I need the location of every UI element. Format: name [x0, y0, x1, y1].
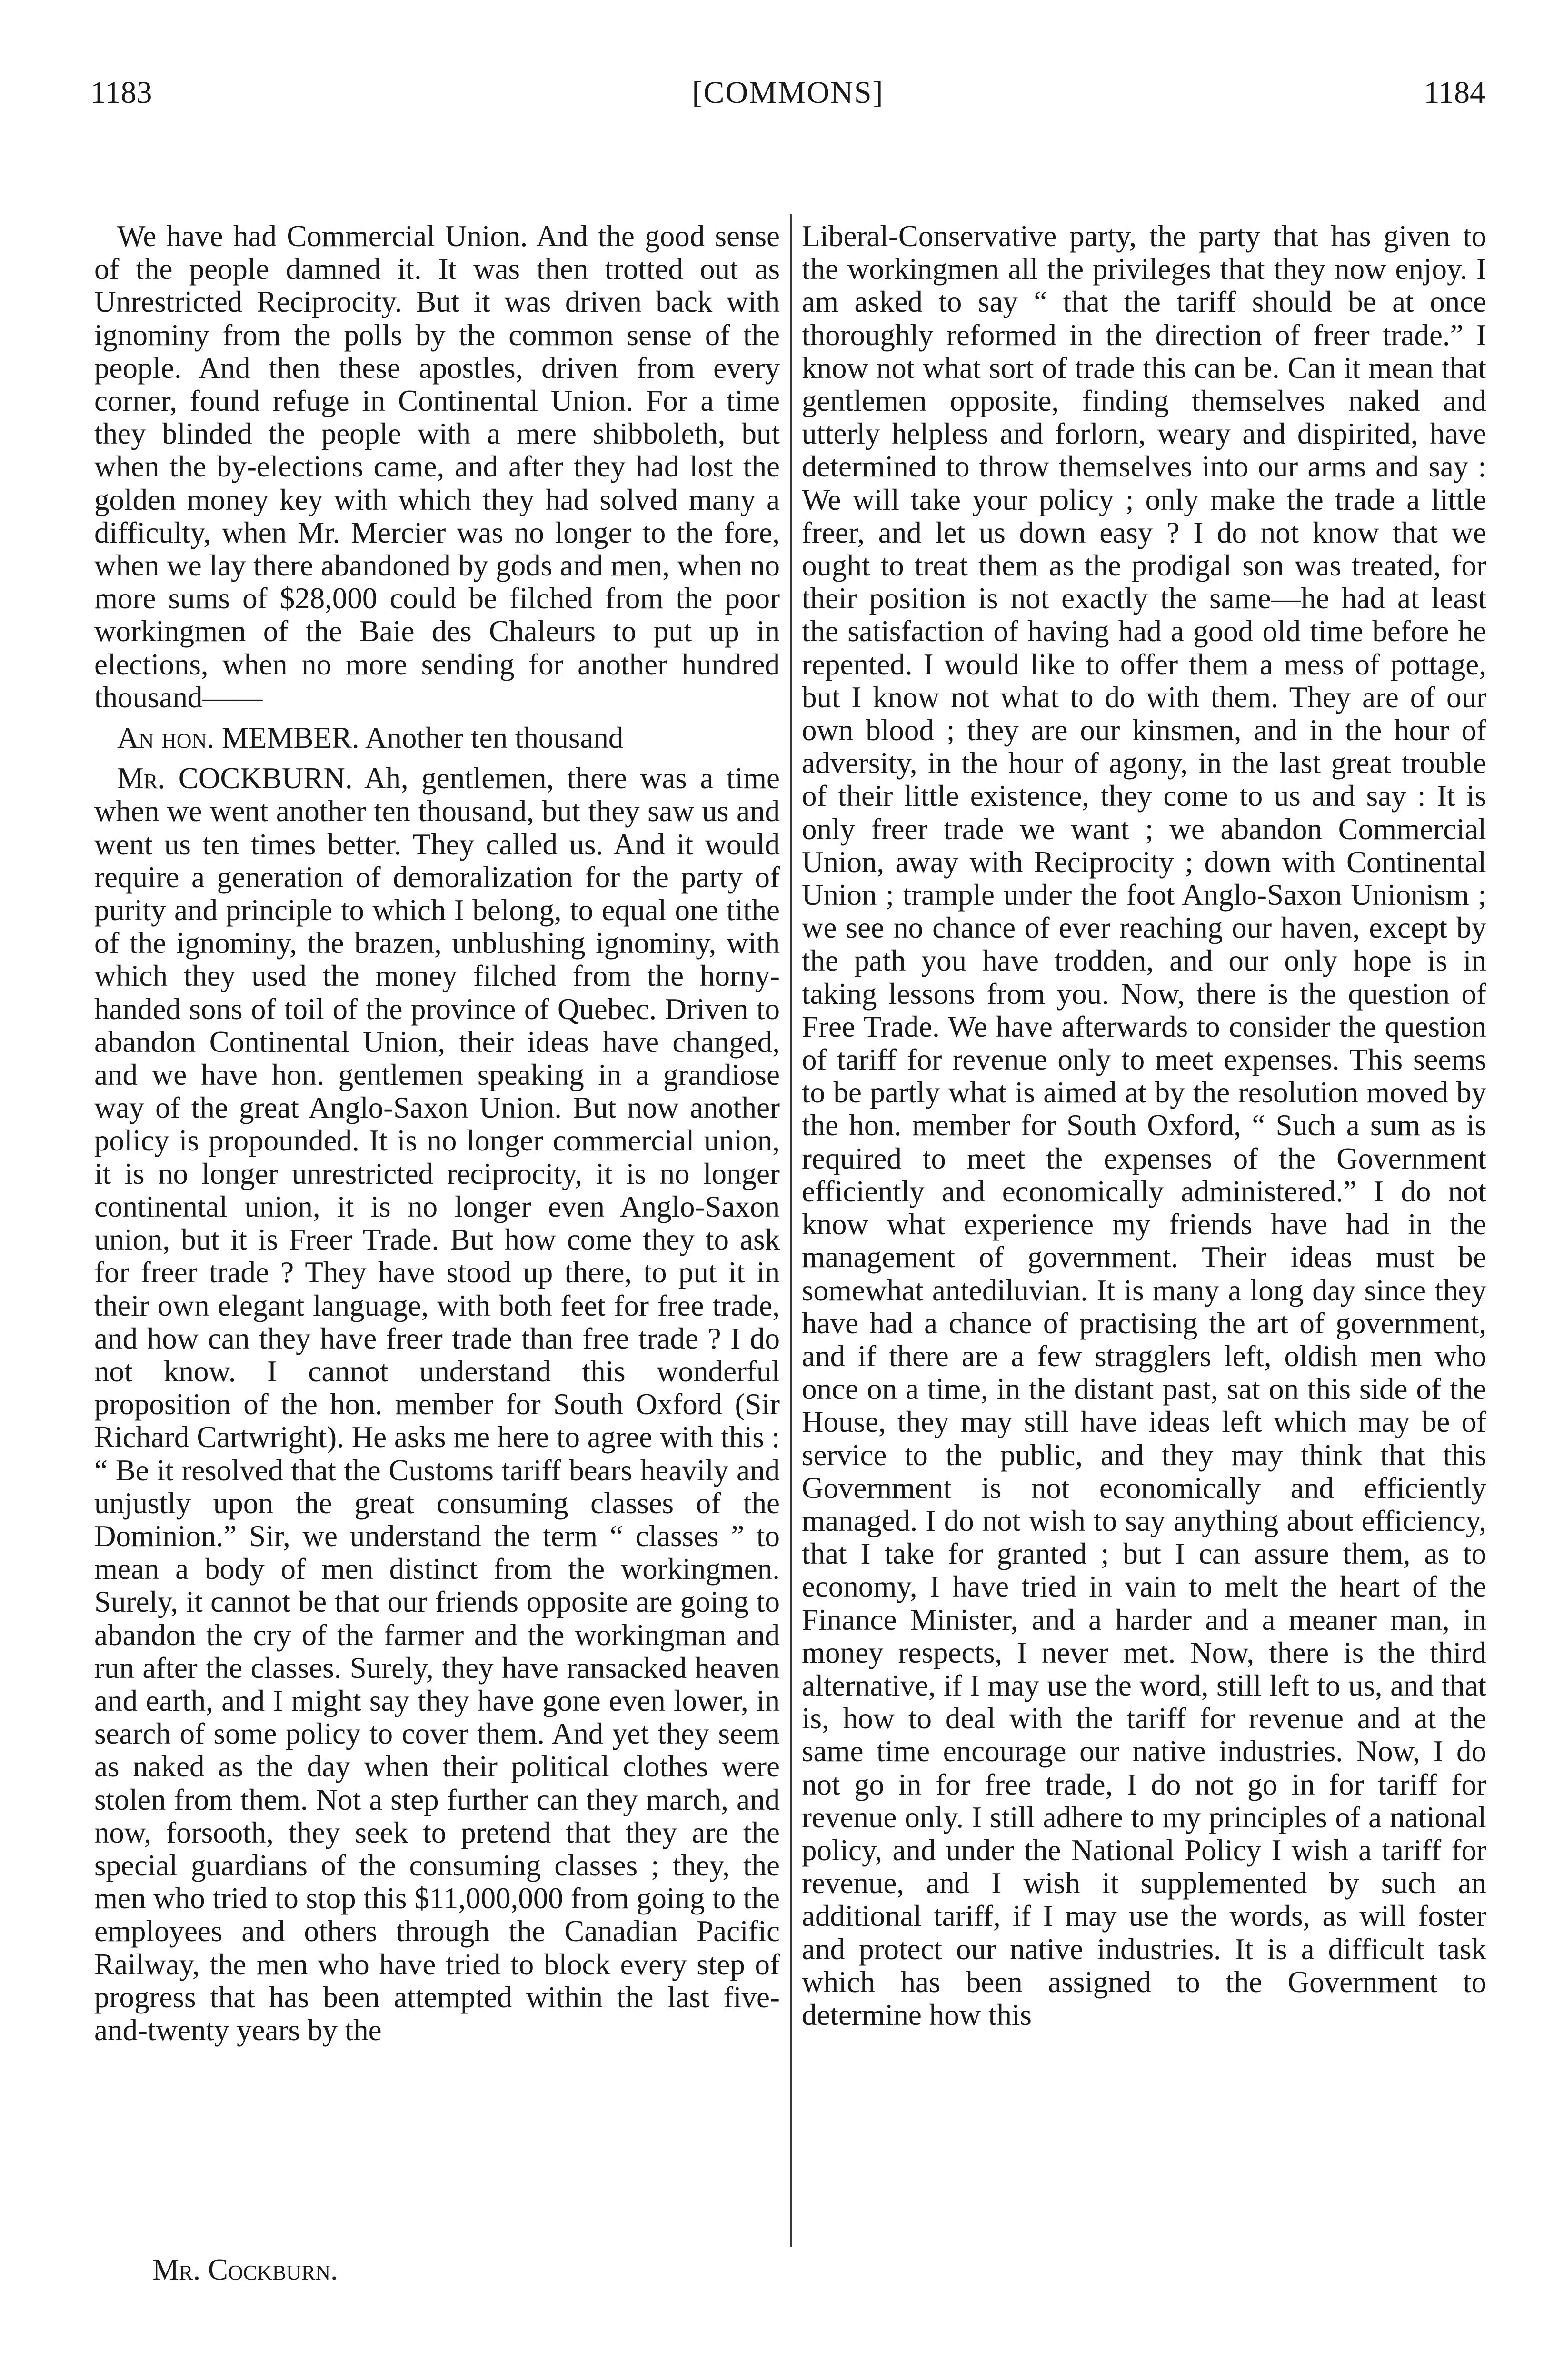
running-title: [COMMONS]	[692, 75, 884, 110]
paragraph	[94, 722, 780, 754]
left-page-number: 1183	[90, 75, 152, 110]
right-page-number: 1184	[1424, 75, 1485, 110]
paragraph: We have had Commercial Union. And the good sense of the people damned it. It was then trotted out as Unrestricted Reciprocity. But it was driven back with ignominy from the polls by the common sense of the people. And then these apostles, driven from every corner, found refuge in Continental Union. For a time they blinded the people with a mere shibboleth, but when the by-elections came, and after they had lost the golden money key with which they had solved many a difficulty, when Mr. Mercier was no longer to the fore, when we lay there abandoned by gods and men, when no more sums of $28,000 could be filched from the poor workingmen of the Baie des Chaleurs to put up in elections, when no more sending for another hundred thousand——	[94, 219, 780, 714]
speaker-name: Mr. COCKBURN.	[117, 762, 353, 795]
left-column	[94, 220, 780, 2047]
paragraph: Liberal-Conservative party, the party that has given to the workingmen all the privileges that they now enjoy. I am asked to say “ that the tariff should be at once thoroughly reformed in the direction of freer trade.” I know not what sort of trade this can be. Can it mean that gentlemen opposite, finding themselves naked and utterly helpless and forlorn, weary and dispirited, have determined to throw themselves into our arms and say : We will take your policy ; only make the trade a little freer, and let us down easy ? I do not know that we ought to treat them as the prodigal son was treated, for their position is not exactly the same—he had at least the satisfaction of having had a good old time before he repented. I would like to offer them a mess of pottage, but I know not what to do with them. They are of our own blood ; they are our kinsmen, and in the hour of adversity, in the hour of agony, in the last great trouble of their little existence, they come to us and say : It is only freer trade we want ; we abandon Commercial Union, away with Reciprocity ; down with Continental Union ; trample under the foot Anglo-Saxon Unionism ; we see no chance of ever reaching our haven, except by the path you have trodden, and our only hope is in taking lessons from you. Now, there is the question of Free Trade. We have afterwards to consider the question of tariff for revenue only to meet expenses. This seems to be partly what is aimed at by the resolution moved by the hon. member for South Oxford, “ Such a sum as is required to meet the expenses of the Government efficiently and economically administered.” I do not know what experience my friends have had in the management of government. Their ideas must be somewhat antediluvian. It is many a long day since they have had a chance of practising the art of government, and if there are a few stragglers left, oldish men who once on a time, in the distant past, sat on this side of the House, they may still have ideas left which may be of service to the public, and they may think that this Government is not economically and efficiently managed. I do not wish to say anything about efficiency, that I take for granted ; but I can assure them, as to economy, I have tried in vain to melt the heart of the Finance Minister, and a harder and a meaner man, in money respects, I never met. Now, there is the third alternative, if I may use the word, still left to us, and that is, how to deal with the tariff for revenue and at the same time encourage our native industries. Now, I do not go in for free trade, I do not go in for tariff for revenue only. I still adhere to my principles of a national policy, and under the National Policy I wish a tariff for revenue, and I wish it supplemented by such an additional tariff, if I may use the words, as will foster and protect our native industries. It is a difficult task which has been assigned to the Government to determine how this	[802, 219, 1486, 2032]
speech-text: Another ten thousand	[365, 721, 624, 755]
right-column	[802, 220, 1486, 2032]
page-header	[90, 71, 1485, 114]
speech-text: Ah, gentlemen, there was a time when we went another ten thousand, but they saw us and went us ten times better. They called us. And it would require a generation of demoralization for the party of purity and principle to which I belong, to equal one tithe of the ignominy, the brazen, unblushing ignominy, with which they used the money filched from the horny-handed sons of toil of the province of Quebec. Driven to abandon Continental Union, their ideas have changed, and we have hon. gentlemen speaking in a grandiose way of the great Anglo-Saxon Union. But now another policy is propounded. It is no longer commercial union, it is no longer unrestricted reciprocity, it is no longer continental union, it is no longer even Anglo-Saxon union, but it is Freer Trade. But how come they to ask for freer trade ? They have stood up there, to put it in their own elegant language, with both feet for free trade, and how can they have freer trade than free trade ? I do not know. I cannot understand this wonderful proposition of the hon. member for South Oxford (Sir Richard Cartwright). He asks me here to agree with this : “ Be it resolved that the Customs tariff bears heavily and unjustly upon the great consuming classes of the Dominion.” Sir, we understand the term “ classes ” to mean a body of men distinct from the workingmen. Surely, it cannot be that our friends opposite are going to abandon the cry of the farmer and the workingman and run after the classes. Surely, they have ransacked heaven and earth, and I might say they have gone even lower, in search of some policy to cover them. And yet they seem as naked as the day when their political clothes were stolen from them. Not a step further can they march, and now, forsooth, they seek to pretend that they are the special guardians of the consuming classes ; they, the men who tried to stop this $11,000,000 from going to the employees and others through the Canadian Pacific Railway, the men who have tried to block every step of progress that has been attempted within the last five-and-twenty years by the	[94, 762, 780, 2047]
speaker-name: An hon. MEMBER.	[117, 721, 359, 755]
paragraph	[94, 762, 780, 2047]
column-divider	[790, 214, 792, 2247]
footer-speaker-name: Mr. Cockburn.	[152, 2253, 338, 2286]
